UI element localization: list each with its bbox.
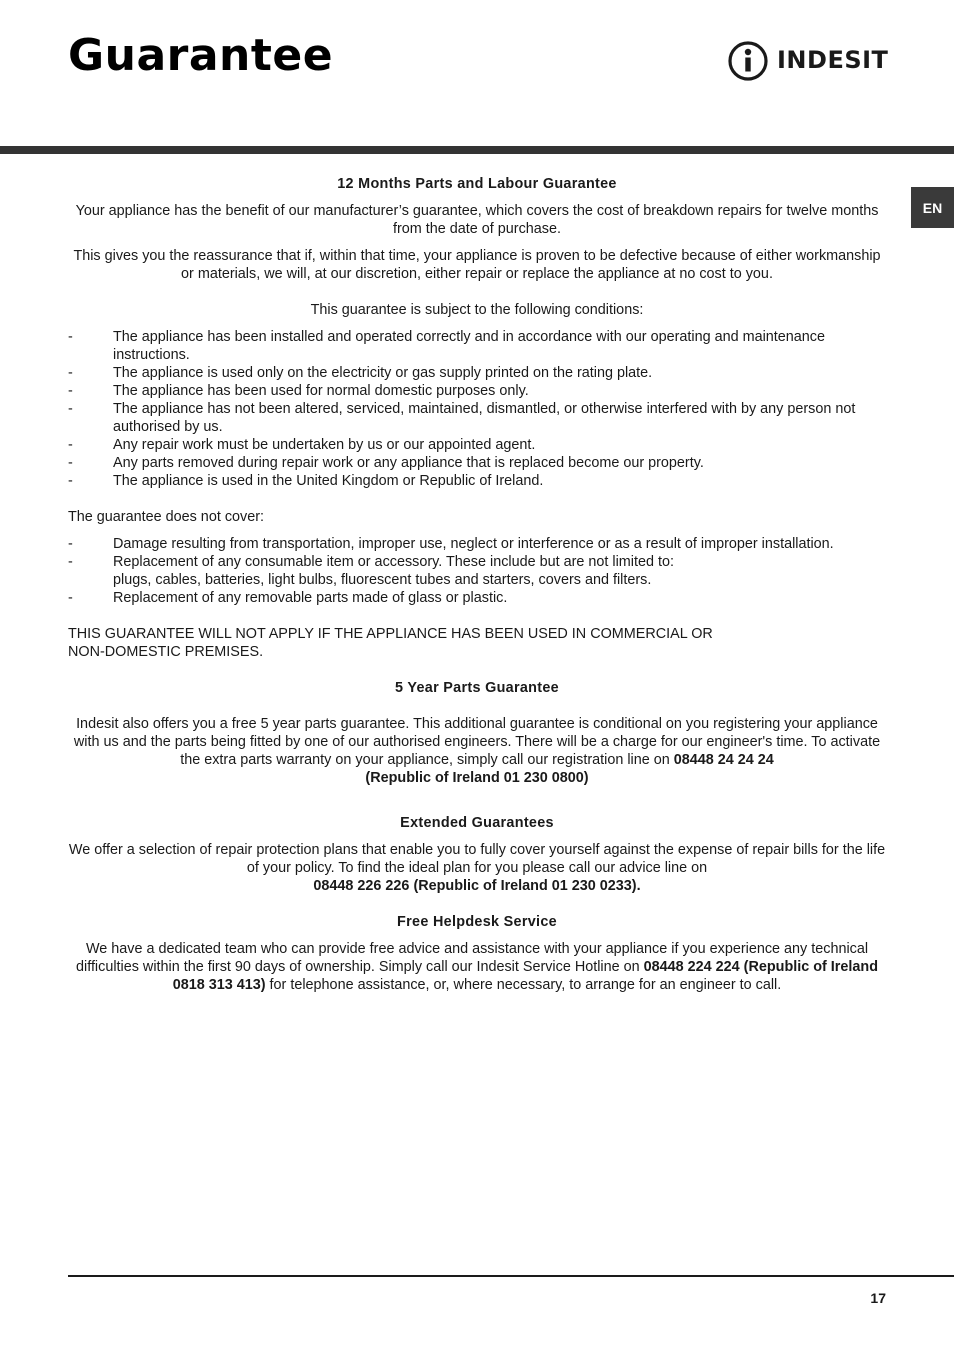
list-item: - The appliance has been installed and operated correctly and in accordance with our operating and maintenance instructions. [68,328,886,364]
extended-text: We offer a selection of repair protection plans that enable you to fully cover yourself against the expense of repair bills for the life of your policy. To find the ideal plan for you please call our advice line on [68,842,886,876]
registration-phone: 08448 24 24 24 [673,752,774,768]
list-item: - The appliance has been used for normal domestic purposes only. [68,382,886,400]
page-number: 17 [870,1290,886,1306]
parts5-paragraph [68,715,886,787]
parts5-text: Indesit also offers you a free 5 year parts guarantee. This additional guarantee is conditional on you registering your appliance with us and the parts being fitted by one of our authorised engineers. There will be a charge for our engineer's time. To activate the extra parts warranty on your appliance, simply call our registration line on [73,716,881,768]
parts5-heading: 5 Year Parts Guarantee [395,680,559,696]
helpdesk-heading: Free Helpdesk Service [397,914,557,930]
not-cover-list [68,535,886,607]
page-title: Guarantee [68,30,334,81]
helpdesk-paragraph [68,940,886,994]
footer-divider [68,1275,954,1277]
list-item-text: Replacement of any consumable item or accessory. These include but are not limited to: [113,554,674,570]
list-item: - The appliance is used in the United Kingdom or Republic of Ireland. [68,472,886,490]
list-item: - Any repair work must be undertaken by us or our appointed agent. [68,436,886,454]
registration-phone-roi: (Republic of Ireland 01 230 0800) [365,770,589,786]
hotline-phone: 08448 224 224 (Republic of Ireland 0818 313 413) [172,959,878,993]
list-item: - The appliance has not been altered, serviced, maintained, dismantled, or otherwise interfered with by any person not authorised by us. [68,400,886,436]
header-divider [0,146,954,154]
list-item-continuation: plugs, cables, batteries, light bulbs, fluorescent tubes and starters, covers and filters. [113,572,652,588]
list-item: - Any parts removed during repair work or any appliance that is replaced become our property. [68,454,886,472]
advice-phone: 08448 226 226 (Republic of Ireland 01 230 0233). [313,878,641,894]
list-item [68,553,886,589]
guarantee-content [68,175,886,994]
conditions-intro: This guarantee is subject to the following conditions: [310,302,644,318]
commercial-notice [68,625,886,661]
labour-heading: 12 Months Parts and Labour Guarantee [337,176,617,192]
brand-name: INDESIT [777,46,889,74]
extended-heading: Extended Guarantees [400,815,554,831]
indesit-logo-icon [727,40,771,82]
not-cover-intro: The guarantee does not cover: [68,509,265,525]
labour-paragraph-1: Your appliance has the benefit of our manufacturer’s guarantee, which covers the cost of breakdown repairs for twelve months from the date of purchase. [75,203,879,237]
helpdesk-text: We have a dedicated team who can provide free advice and assistance with your appliance if you experience any technical difficulties within the first 90 days of ownership. Simply call our Indesit Service Hotline on [76,941,869,975]
conditions-list [68,328,886,490]
helpdesk-tail: for telephone assistance, or, where necessary, to arrange for an engineer to call. [265,977,782,993]
list-item: - Damage resulting from transportation, improper use, neglect or interference or as a result of improper installation. [68,535,886,553]
commercial-notice-line-1: THIS GUARANTEE WILL NOT APPLY IF THE APPLIANCE HAS BEEN USED IN COMMERCIAL OR [68,626,713,642]
list-item: - Replacement of any removable parts made of glass or plastic. [68,589,886,607]
extended-paragraph [68,841,886,895]
language-tab: EN [911,187,954,228]
labour-paragraph-2: This gives you the reassurance that if, within that time, your appliance is proven to be defective because of either workmanship or materials, we will, at our discretion, either repair or replace the appliance at no cost to you. [73,248,881,282]
list-item: - The appliance is used only on the electricity or gas supply printed on the rating plate. [68,364,886,382]
indesit-logo [727,40,887,82]
commercial-notice-line-2: NON-DOMESTIC PREMISES. [68,644,264,660]
